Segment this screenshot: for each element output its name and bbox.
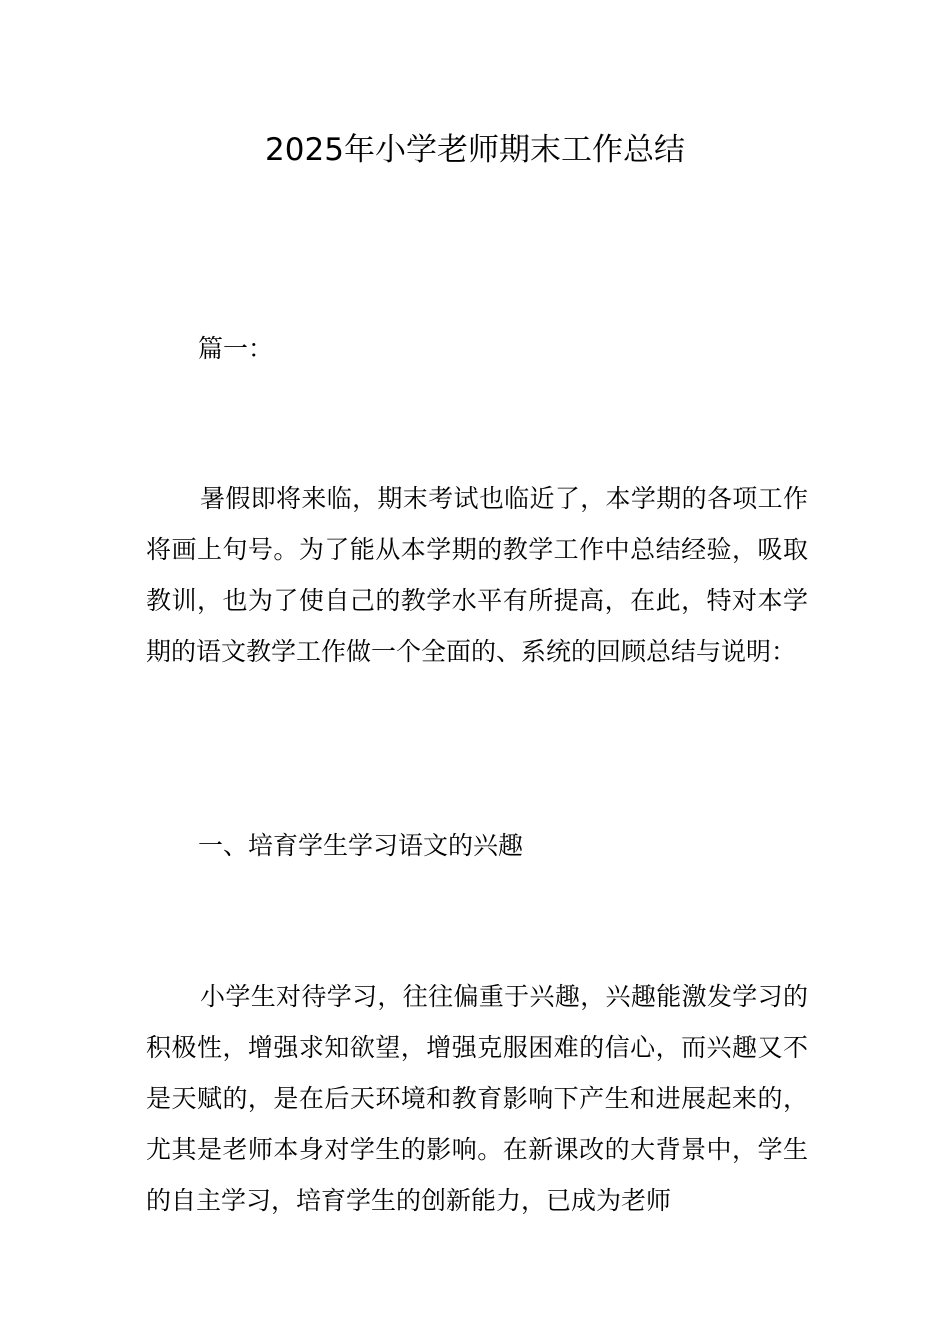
document-title: 2025年小学老师期末工作总结: [265, 132, 685, 168]
part-label: 篇一：: [198, 334, 274, 363]
intro-paragraph: 暑假即将来临，期末考试也临近了，本学期的各项工作将画上句号。为了能从本学期的教学工作中总结经验，吸取教训，也为了使自己的教学水平有所提高，在此，特对本学期的语文教学工作做一个全面的、系统的回顾总结与说明：: [146, 484, 808, 666]
section-heading: 一、培育学生学习语文的兴趣: [198, 831, 524, 860]
section-paragraph: 小学生对待学习，往往偏重于兴趣，兴趣能激发学习的积极性，增强求知欲望，增强克服困难的信心，而兴趣又不是天赋的，是在后天环境和教育影响下产生和进展起来的，尤其是老师本身对学生的影响。在新课改的大背景中，学生的自主学习，培育学生的创新能力，已成为老师: [146, 982, 808, 1215]
